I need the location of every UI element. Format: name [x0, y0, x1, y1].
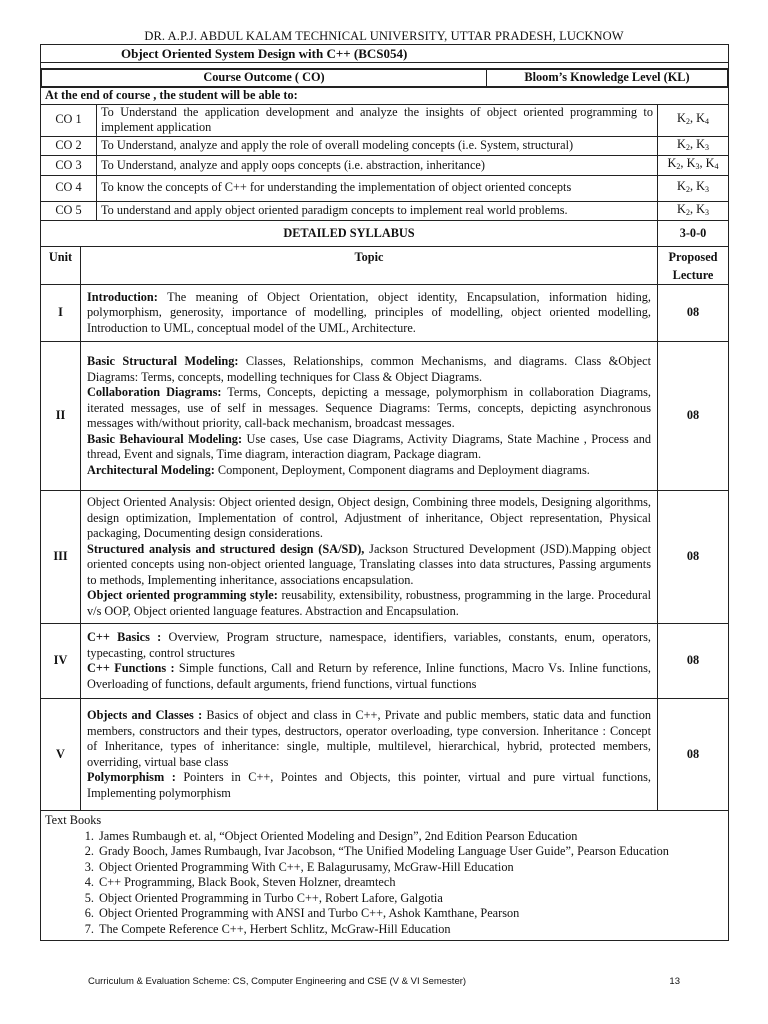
topic-paragraph [87, 354, 651, 385]
kl-level: 2 [685, 142, 690, 152]
unit-row [41, 699, 729, 811]
course-outcomes [41, 104, 729, 221]
outcome-kl: $K_2$, $K_3$ [658, 201, 729, 221]
syllabus-units [41, 285, 729, 811]
textbooks-list [45, 829, 724, 938]
outcome-code: CO 2 [41, 136, 97, 156]
kl-letter: K [696, 136, 705, 151]
blooms-level-header: Bloom’s Knowledge Level (KL) [487, 70, 728, 87]
outcome-kl: $K_2$, $K_3$ [658, 136, 729, 156]
textbook-item: 7. The Compete Reference C++, Herbert Schlitz, McGraw-Hill Education [97, 922, 724, 938]
kl-level: 3 [704, 184, 709, 194]
topic-paragraph [87, 661, 651, 692]
outcomes-intro: At the end of course , the student will be able to: [41, 88, 729, 105]
topic-paragraph [87, 385, 651, 432]
outcome-code: CO 5 [41, 201, 97, 221]
topic-heading: Polymorphism : [87, 770, 176, 784]
topic-text: Classes, Relationships, common Mechanisms, and diagrams. Class &Object Diagrams: Terms, concepts, modelling techniques for Class & Object Diagrams. [87, 354, 651, 384]
topic-paragraph [87, 463, 651, 479]
topic-paragraph [87, 708, 651, 770]
unit-number: V [41, 699, 81, 811]
unit-row [41, 285, 729, 342]
outcome-text: To Understand, analyze and apply the role of overall modeling concepts (i.e. System, structural) [97, 136, 658, 156]
outcome-text: To understand and apply object oriented paradigm concepts to implement real world problems. [97, 201, 658, 221]
unit-column-header: Unit [41, 247, 81, 285]
unit-number: III [41, 491, 81, 624]
unit-topic [81, 285, 658, 342]
unit-lectures: 08 [658, 285, 729, 342]
textbook-item: 1. James Rumbaugh et. al, “Object Oriented Modeling and Design”, 2nd Edition Pearson Education [97, 829, 724, 845]
kl-level: 2 [685, 116, 690, 126]
topic-paragraph [87, 290, 651, 337]
kl-level: 2 [676, 162, 681, 171]
topic-paragraph [87, 588, 651, 619]
unit-row [41, 342, 729, 491]
page-footer [88, 976, 680, 987]
topic-text: Use cases, Use case Diagrams, Activity Diagrams, State Machine , Process and thread, Event and signals, Time diagram, interaction diagram, Package diagram. [87, 431, 651, 461]
kl-letter: K [696, 110, 705, 125]
topic-paragraph [87, 432, 651, 463]
kl-letter: K [677, 201, 686, 216]
textbooks-title: Text Books [45, 813, 102, 827]
co-header-row [41, 69, 729, 88]
outcome-code: CO 1 [41, 104, 97, 136]
kl-letter: K [696, 201, 705, 216]
textbook-item: 5. Object Oriented Programming in Turbo C++, Robert Lafore, Galgotia [97, 891, 724, 907]
kl-level: 2 [685, 184, 690, 194]
course-title: Object Oriented System Design with C++ (BCS054) [41, 45, 729, 63]
topic-text: Overview, Program structure, namespace, identifiers, variables, constants, enum, operators, typecasting, control structures [87, 630, 651, 660]
outcome-text: To know the concepts of C++ for understanding the implementation of object oriented concepts [97, 175, 658, 201]
topic-heading: Basic Behavioural Modeling: [87, 431, 243, 446]
outcome-kl: $K_2$, $K_3$ [658, 175, 729, 201]
unit-topic [81, 342, 658, 491]
topic-text: Component, Deployment, Component diagrams and Deployment diagrams. [214, 462, 590, 477]
topic-paragraph [87, 630, 651, 661]
ltp-value: 3-0-0 [658, 221, 729, 247]
outcome-text: To Understand, analyze and apply oops concepts (i.e. abstraction, inheritance) [97, 156, 658, 176]
unit-lectures: 08 [658, 699, 729, 811]
topic-heading: Introduction: [87, 289, 158, 304]
unit-number: I [41, 285, 81, 342]
topic-paragraph [87, 542, 651, 589]
unit-topic [81, 624, 658, 699]
topic-heading: Structured analysis and structured design (SA/SD), [87, 541, 365, 556]
unit-topic [81, 699, 658, 811]
unit-lectures: 08 [658, 491, 729, 624]
kl-letter: K [686, 156, 696, 170]
topic-heading: Objects and Classes : [87, 708, 203, 722]
topic-text: Jackson Structured Development (JSD).Mapping object oriented concepts using non-object oriented language, Translating classes into data structures, Passing arguments to methods, Implementing inheritance, associations encapsulation. [87, 541, 651, 587]
unit-number: IV [41, 624, 81, 699]
unit-lectures: 08 [658, 624, 729, 699]
course-outcome-header: Course Outcome ( CO) [42, 70, 487, 87]
kl-level: 4 [714, 162, 719, 171]
outcome-kl: $K_2$, $K_4$ [658, 104, 729, 136]
syllabus-table [40, 44, 729, 941]
lecture-column-header [658, 247, 729, 285]
outcome-row [41, 201, 729, 221]
kl-level: 2 [685, 207, 690, 217]
topic-heading: Collaboration Diagrams: [87, 385, 222, 399]
kl-level: 3 [704, 142, 709, 152]
kl-letter: K [705, 156, 715, 170]
outcome-row [41, 104, 729, 136]
topic-paragraph [87, 770, 651, 801]
topic-heading: C++ Basics : [87, 630, 162, 644]
topic-heading: Architectural Modeling: [87, 462, 215, 477]
outcome-kl: $K_2$, $K_3$, $K_4$ [658, 156, 729, 176]
unit-topic [81, 491, 658, 624]
lecture-header-line-1: Proposed [668, 249, 718, 264]
kl-letter: K [696, 178, 705, 193]
textbooks-section [41, 811, 729, 941]
topic-text: Pointers in C++, Pointes and Objects, this pointer, virtual and pure virtual functions, Implementing polymorphism [87, 770, 651, 800]
topic-heading: C++ Functions : [87, 661, 175, 675]
outcome-row [41, 175, 729, 201]
topic-text: Simple functions, Call and Return by reference, Inline functions, Macro Vs. Inline functions, Overloading of functions, default arguments, friend functions, virtual functions [87, 661, 651, 691]
kl-letter: K [677, 110, 686, 125]
outcome-code: CO 3 [41, 156, 97, 176]
unit-lectures: 08 [658, 342, 729, 491]
outcome-row [41, 136, 729, 156]
university-header: DR. A.P.J. ABDUL KALAM TECHNICAL UNIVERSITY, UTTAR PRADESH, LUCKNOW [144, 29, 624, 43]
unit-row [41, 624, 729, 699]
page-number: 13 [669, 976, 680, 987]
topic-paragraph [87, 495, 651, 542]
topic-column-header: Topic [81, 247, 658, 285]
topic-text: Terms, Concepts, depicting a message, polymorphism in collaboration Diagrams, iterated messages, use of self in messages. Sequence Diagrams: Terms, concepts, depicting asynchronous messages with/without priority, call-back mechanism, broadcast messages. [87, 385, 651, 430]
topic-text: The meaning of Object Orientation, object identity, Encapsulation, information hiding, polymorphism, generosity, importance of modelling, principles of modelling, object oriented modelling, Introduction to UML, conceptual model of the UML, Architecture. [87, 289, 651, 335]
topic-heading: Object oriented programming style: [87, 588, 278, 602]
footer-text: Curriculum & Evaluation Scheme: CS, Computer Engineering and CSE (V & VI Semester) [88, 976, 467, 987]
textbook-item: 2. Grady Booch, James Rumbaugh, Ivar Jacobson, “The Unified Modeling Language User Guide”, Pearson Education [97, 844, 724, 860]
outcome-row [41, 156, 729, 176]
topic-heading: Basic Structural Modeling: [87, 354, 239, 368]
lecture-header-line-2: Lecture [672, 267, 714, 282]
kl-level: 3 [704, 207, 709, 217]
topic-text: reusability, extensibility, robustness, programming in the large. Procedural v/s OOP, Object oriented language features. Abstraction and Encapsulation. [87, 588, 652, 618]
syllabus-title: DETAILED SYLLABUS [41, 221, 658, 247]
textbook-item: 4. C++ Programming, Black Book, Steven Holzner, dreamtech [97, 875, 724, 891]
textbook-item: 3. Object Oriented Programming With C++, E Balagurusamy, McGraw-Hill Education [97, 860, 724, 876]
kl-letter: K [677, 136, 686, 151]
outcome-code: CO 4 [41, 175, 97, 201]
kl-letter: K [667, 156, 677, 170]
outcome-text: To Understand the application development and analyze the insights of object oriented programming to implement application [97, 104, 658, 136]
kl-level: 3 [695, 162, 700, 171]
kl-letter: K [677, 178, 686, 193]
unit-number: II [41, 342, 81, 491]
topic-text: Basics of object and class in C++, Private and public members, static data and function members, constructors and their types, destructors, operator overloading, type conversion. Inheritance : Concept of Inheritance, types of inheritance: single, multiple, multilevel, hierarchical, hybrid, protected members, overriding, virtual base class [87, 708, 652, 769]
unit-row [41, 491, 729, 624]
topic-text: Object Oriented Analysis: Object oriented design, Object design, Combining three models, Designing algorithms, design optimization, Implementation of control, Adjustment of inheritance, Object representation, Physical packaging, Documenting design considerations. [87, 495, 651, 540]
kl-level: 4 [704, 116, 709, 126]
textbook-item: 6. Object Oriented Programming with ANSI and Turbo C++, Ashok Kamthane, Pearson [97, 906, 724, 922]
